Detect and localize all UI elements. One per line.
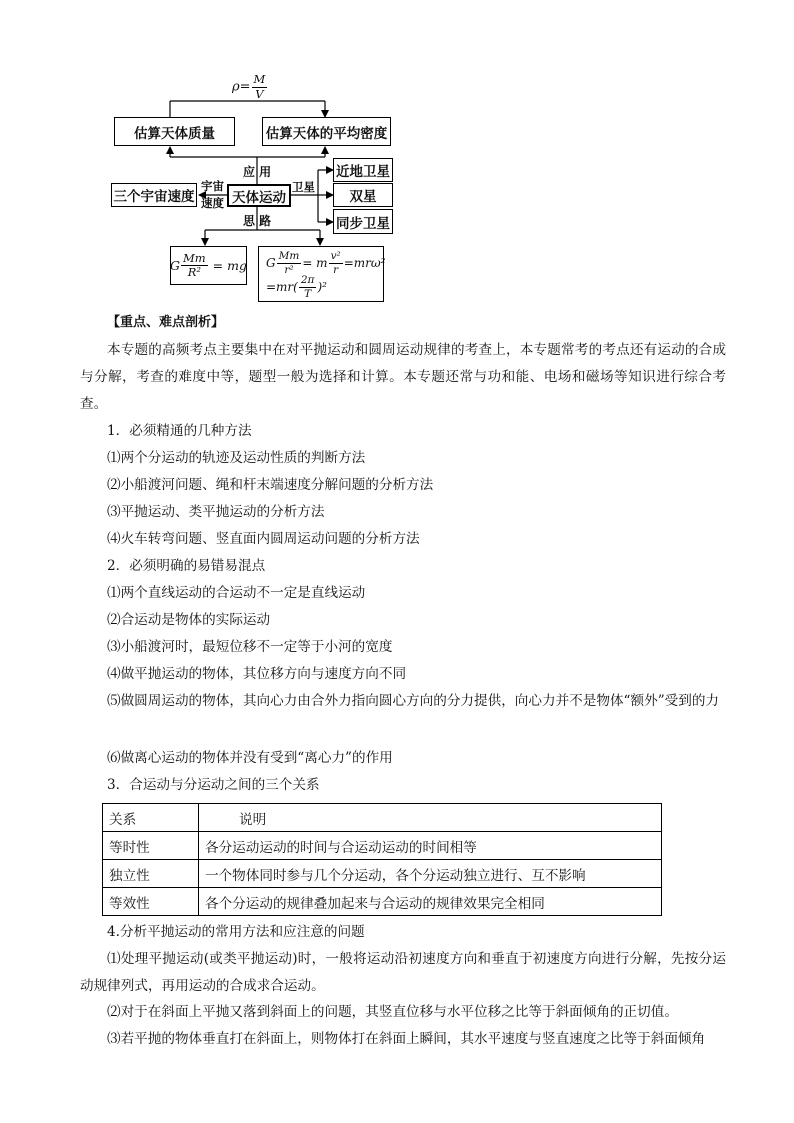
box-double-star: 双星 (333, 183, 393, 207)
section1-item: ⑴两个分运动的轨迹及运动性质的判断方法 (107, 450, 366, 466)
f2-eq1: = m (302, 256, 328, 270)
section2-item: ⑶小船渡河时，最短位移不一定等于小河的宽度 (107, 639, 393, 655)
f2-line2-post: )² (317, 280, 327, 294)
table-row (103, 888, 662, 916)
f2-den1: r² (284, 263, 294, 276)
f1-rhs: = mg (208, 258, 247, 273)
formula-box-gravity-weight (170, 246, 247, 285)
f2-num2: v² (330, 250, 341, 262)
section-heading: 【重点、难点剖析】 (107, 315, 225, 330)
f2-num3: 2π (300, 274, 315, 286)
diagram-connectors (0, 0, 794, 310)
table-header-cell: 关系 (103, 804, 199, 832)
table-cell: 各分运动运动的时间与合运动运动的时间相等 (199, 832, 662, 860)
f1-den: R² (187, 265, 201, 279)
formula-denominator: V (255, 86, 264, 101)
f2-line2-pre: =mr( (266, 280, 298, 294)
box-cosmic-speeds: 三个宇宙速度 (111, 183, 197, 207)
intro-paragraph: 本专题的高频考点主要集中在对平抛运动和圆周运动规律的考查上，本专题常考的考点还有运动的合成与分解，考查的难度中等，题型一般为选择和计算。本专题还常与功和能、电场和磁场等知识进行综合考查。 (80, 342, 726, 412)
formula-numerator: M (253, 72, 266, 86)
f2-num1: Mm (278, 250, 300, 262)
table-cell: 各个分运动的规律叠加起来与合运动的规律效果完全相同 (199, 888, 662, 916)
section4-item: ⑴处理平抛运动(或类平抛运动)时，一般将运动沿初速度方向和垂直于初速度方向进行分解，先按分运动规律列式，再用运动的合成求合运动。 (80, 951, 726, 994)
table-cell: 独立性 (103, 860, 199, 888)
formula-lhs: ρ= (232, 79, 251, 95)
section1-title: 1．必须精通的几种方法 (107, 423, 252, 439)
formula-box-centripetal (258, 246, 384, 302)
section2-item: ⑵合运动是物体的实际运动 (107, 612, 271, 628)
table-row (103, 860, 662, 888)
f1-num: Mm (183, 250, 206, 265)
label-application: 应 用 (243, 165, 272, 179)
section1-item: ⑶平抛运动、类平抛运动的分析方法 (107, 504, 325, 520)
section1-item: ⑵小船渡河问题、绳和杆末端速度分解问题的分析方法 (107, 477, 434, 493)
label-idea: 思 路 (243, 214, 272, 228)
f2-den3: T (304, 287, 312, 300)
box-estimate-mass: 估算天体质量 (114, 117, 235, 146)
f1-g: G (170, 258, 181, 273)
section1-item: ⑷火车转弯问题、竖直面内圆周运动问题的分析方法 (107, 531, 420, 547)
section2-title: 2．必须明确的易错易混点 (107, 558, 266, 574)
table-header-cell: 说明 (199, 804, 662, 832)
section4-item: ⑵对于在斜面上平抛又落到斜面上的问题，其竖直位移与水平位移之比等于斜面倾角的正切值。 (107, 1004, 678, 1020)
table-cell: 一个物体同时参与几个分运动，各个分运动独立进行、互不影响 (199, 860, 662, 888)
section4-item: ⑶若平抛的物体垂直打在斜面上，则物体打在斜面上瞬间，其水平速度与竖直速度之比等于斜面倾角 (107, 1031, 706, 1047)
relations-table (102, 803, 662, 916)
section2-item: ⑸做圆周运动的物体，其向心力由合外力指向圆心方向的分力提供，向心力并不是物体“额外”受到的力 (107, 693, 720, 709)
f2-eq2: =mrω² (343, 256, 386, 270)
table-row (103, 832, 662, 860)
f2-den2: r (333, 263, 339, 276)
section2-item: ⑴两个直线运动的合运动不一定是直线运动 (107, 585, 366, 601)
box-estimate-density: 估算天体的平均密度 (262, 117, 391, 146)
box-celestial-motion: 天体运动 (227, 184, 291, 207)
label-cosmic-bottom: 速度 (201, 196, 224, 210)
box-near-earth-satellite: 近地卫星 (333, 158, 393, 182)
section3-title: 3．合运动与分运动之间的三个关系 (107, 777, 320, 793)
table-cell: 等时性 (103, 832, 199, 860)
f2-g: G (266, 256, 276, 270)
section2-item: ⑷做平抛运动的物体，其位移方向与速度方向不同 (107, 666, 407, 682)
table-cell: 等效性 (103, 888, 199, 916)
label-satellite: 卫星 (292, 180, 315, 194)
box-geostationary-satellite: 同步卫星 (333, 209, 393, 234)
section4-title: 4.分析平抛运动的常用方法和应注意的问题 (107, 924, 365, 940)
section2-item: ⑹做离心运动的物体并没有受到“离心力”的作用 (107, 750, 393, 766)
table-header-row (103, 804, 662, 832)
density-formula (232, 74, 268, 100)
label-cosmic-top: 宇宙 (201, 179, 224, 193)
